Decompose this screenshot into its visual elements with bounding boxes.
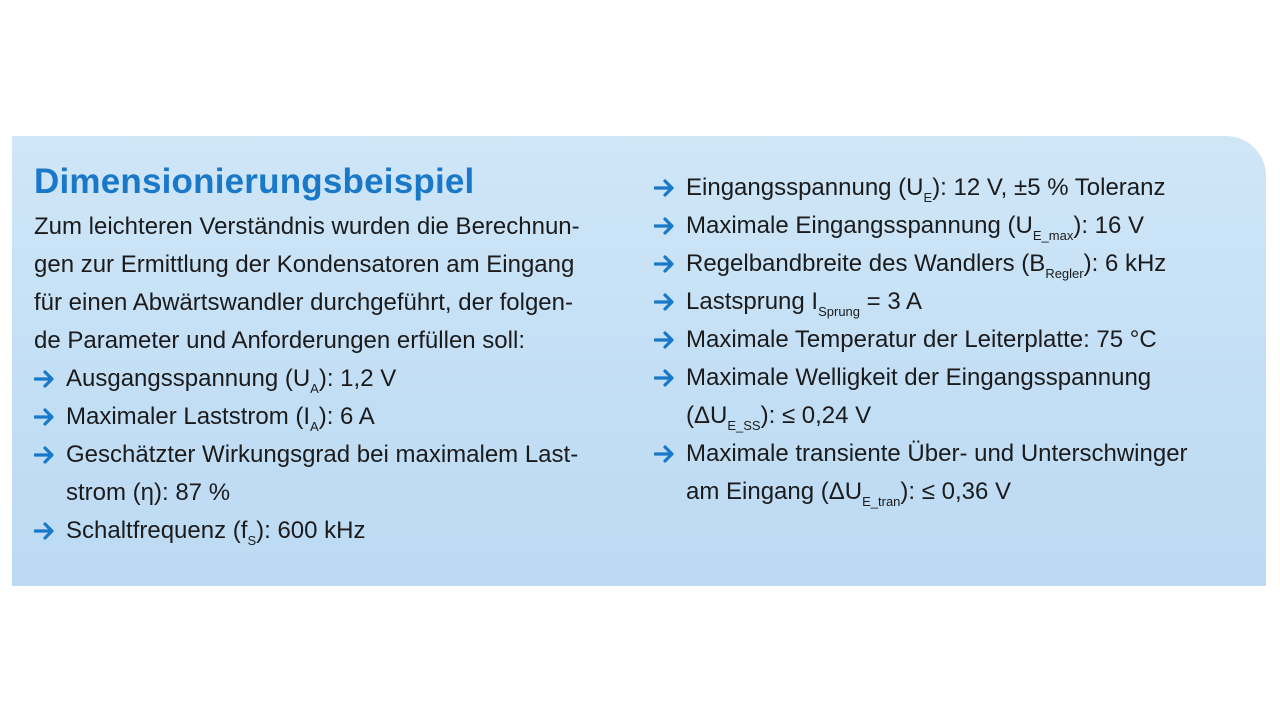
item-text: Eingangsspannung (U [686, 174, 924, 201]
item-text: ): 600 kHz [256, 517, 366, 544]
intro-line: gen zur Ermittlung der Kondensatoren am Eingang [34, 251, 575, 278]
item-subscript: E [923, 190, 933, 205]
list-item [654, 283, 1264, 321]
arrow-right-icon [654, 207, 676, 235]
intro-paragraph [34, 208, 634, 360]
item-text: ): 6 kHz [1083, 250, 1167, 277]
arrow-right-icon [654, 283, 676, 311]
item-continuation [686, 397, 1264, 435]
arrow-right-icon [654, 435, 676, 463]
list-item [34, 398, 634, 436]
item-text: (ΔU [686, 402, 728, 429]
item-text: ): 1,2 V [318, 365, 397, 392]
item-text: ): 16 V [1073, 212, 1145, 239]
item-subscript: Sprung [818, 304, 861, 319]
item-text: ): ≤ 0,24 V [760, 402, 872, 429]
item-text: Ausgangsspannung (U [66, 365, 311, 392]
list-item [654, 435, 1264, 511]
box-title: Dimensionierungsbeispiel [34, 162, 475, 201]
item-subscript: A [310, 381, 319, 396]
intro-line: Zum leichteren Verständnis wurden die Berechnun- [34, 213, 580, 240]
parameter-list-left [34, 360, 634, 550]
item-subscript: A [310, 419, 319, 434]
item-text: am Eingang (ΔU [686, 478, 863, 505]
item-text: Maximaler Laststrom (I [66, 403, 311, 430]
arrow-right-icon [34, 398, 56, 426]
item-text: Maximale Welligkeit der Eingangsspannung [686, 364, 1152, 391]
item-subscript: S [247, 533, 257, 548]
list-item [34, 436, 634, 512]
item-text: ): 12 V, ±5 % Toleranz [932, 174, 1166, 201]
item-text: = 3 A [860, 288, 923, 315]
list-item [654, 245, 1264, 283]
intro-line: für einen Abwärtswandler durchgeführt, der folgen- [34, 289, 573, 316]
item-subscript: E_max [1032, 228, 1074, 243]
item-subscript: E_tran [862, 494, 901, 509]
list-item [654, 207, 1264, 245]
item-subscript: Regler [1045, 266, 1084, 281]
arrow-right-icon [34, 360, 56, 388]
intro-line: de Parameter und Anforderungen erfüllen soll: [34, 327, 525, 354]
item-text: Schaltfrequenz (f [66, 517, 248, 544]
item-text: Maximale transiente Über- und Unterschwinger [686, 440, 1188, 467]
item-text: Maximale Temperatur der Leiterplatte: 75 °C [686, 326, 1157, 353]
info-box [12, 136, 1266, 586]
arrow-right-icon [34, 512, 56, 540]
arrow-right-icon [34, 436, 56, 464]
list-item [34, 512, 634, 550]
item-text: Maximale Eingangsspannung (U [686, 212, 1033, 239]
parameter-list-right [654, 169, 1264, 511]
item-text: ): 6 A [318, 403, 375, 430]
item-continuation [686, 473, 1264, 511]
list-item [654, 169, 1264, 207]
arrow-right-icon [654, 359, 676, 387]
list-item [34, 360, 634, 398]
item-text: Geschätzter Wirkungsgrad bei maximalem Last- [66, 441, 579, 468]
list-item [654, 359, 1264, 435]
item-text: ): ≤ 0,36 V [900, 478, 1011, 505]
item-continuation: strom (η): 87 % [66, 479, 231, 506]
item-text: Lastsprung I [686, 288, 819, 315]
item-subscript: E_SS [727, 418, 761, 433]
arrow-right-icon [654, 245, 676, 273]
list-item [654, 321, 1264, 359]
item-text: Regelbandbreite des Wandlers (B [686, 250, 1046, 277]
arrow-right-icon [654, 169, 676, 197]
arrow-right-icon [654, 321, 676, 349]
